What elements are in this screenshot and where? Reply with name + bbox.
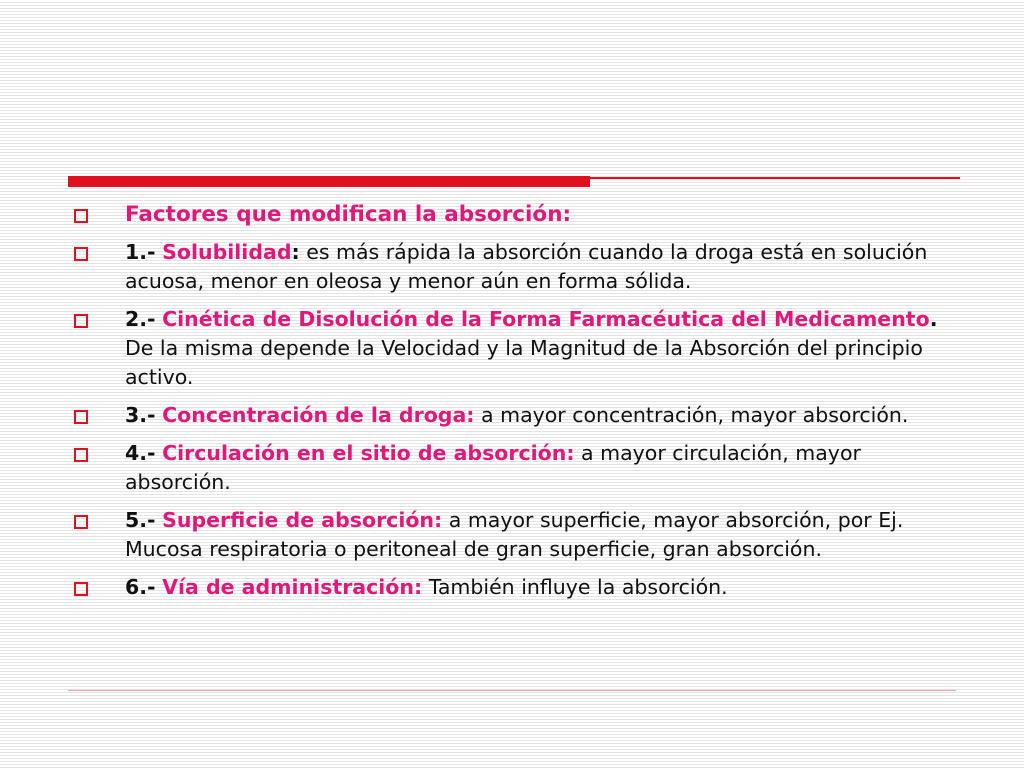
item-term: Circulación en el sitio de absorción:: [162, 441, 575, 465]
item-description: a mayor superficie, mayor absorción, por Ej. Mucosa respiratoria o peritoneal de gran superficie, gran absorción.: [125, 508, 904, 561]
item-separator: .: [929, 307, 938, 331]
item-number: 5.-: [125, 508, 156, 532]
list-title: Factores que modifican la absorción:: [125, 202, 572, 227]
item-description: a mayor concentración, mayor absorción.: [474, 403, 909, 427]
hollow-square-bullet-icon: [74, 247, 88, 261]
item-term: Vía de administración:: [162, 575, 423, 599]
list-item: [74, 506, 974, 564]
hollow-square-bullet-icon: [74, 582, 88, 596]
item-number: 4.-: [125, 441, 156, 465]
item-number: 3.-: [125, 403, 156, 427]
list-item-text: [125, 401, 955, 430]
hollow-square-bullet-icon: [74, 410, 88, 424]
list-item-title: [74, 200, 974, 229]
list-item-text: [125, 238, 955, 296]
item-number: 2.-: [125, 307, 156, 331]
item-term: Solubilidad: [162, 240, 292, 264]
item-separator: :: [291, 240, 300, 264]
list-item: [74, 401, 974, 430]
hollow-square-bullet-icon: [74, 209, 88, 223]
list-item-text: [125, 439, 955, 497]
item-term: Superficie de absorción:: [162, 508, 443, 532]
item-description: es más rápida la absorción cuando la droga está en solución acuosa, menor en oleosa y menor aún en forma sólida.: [125, 240, 928, 293]
list-item: [74, 439, 974, 497]
list-item-text: [125, 573, 955, 602]
list-item-text: [125, 305, 955, 392]
hollow-square-bullet-icon: [74, 448, 88, 462]
hollow-square-bullet-icon: [74, 515, 88, 529]
hollow-square-bullet-icon: [74, 314, 88, 328]
item-number: 6.-: [125, 575, 156, 599]
list-item-text: [125, 506, 955, 564]
list-item: [74, 573, 974, 602]
bullet-list: [74, 200, 974, 611]
list-item: [74, 305, 974, 392]
item-number: 1.-: [125, 240, 156, 264]
item-term: Cinética de Disolución de la Forma Farmacéutica del Medicamento: [162, 307, 930, 331]
bottom-divider: [68, 690, 956, 691]
item-description: De la misma depende la Velocidad y la Magnitud de la Absorción del principio activo.: [125, 336, 923, 389]
list-item: [74, 238, 974, 296]
top-accent-line: [590, 177, 960, 179]
item-description: También influye la absorción.: [422, 575, 728, 599]
top-accent-bar: [68, 176, 590, 187]
item-term: Concentración de la droga:: [162, 403, 475, 427]
item-description: a mayor circulación, mayor absorción.: [125, 441, 861, 494]
